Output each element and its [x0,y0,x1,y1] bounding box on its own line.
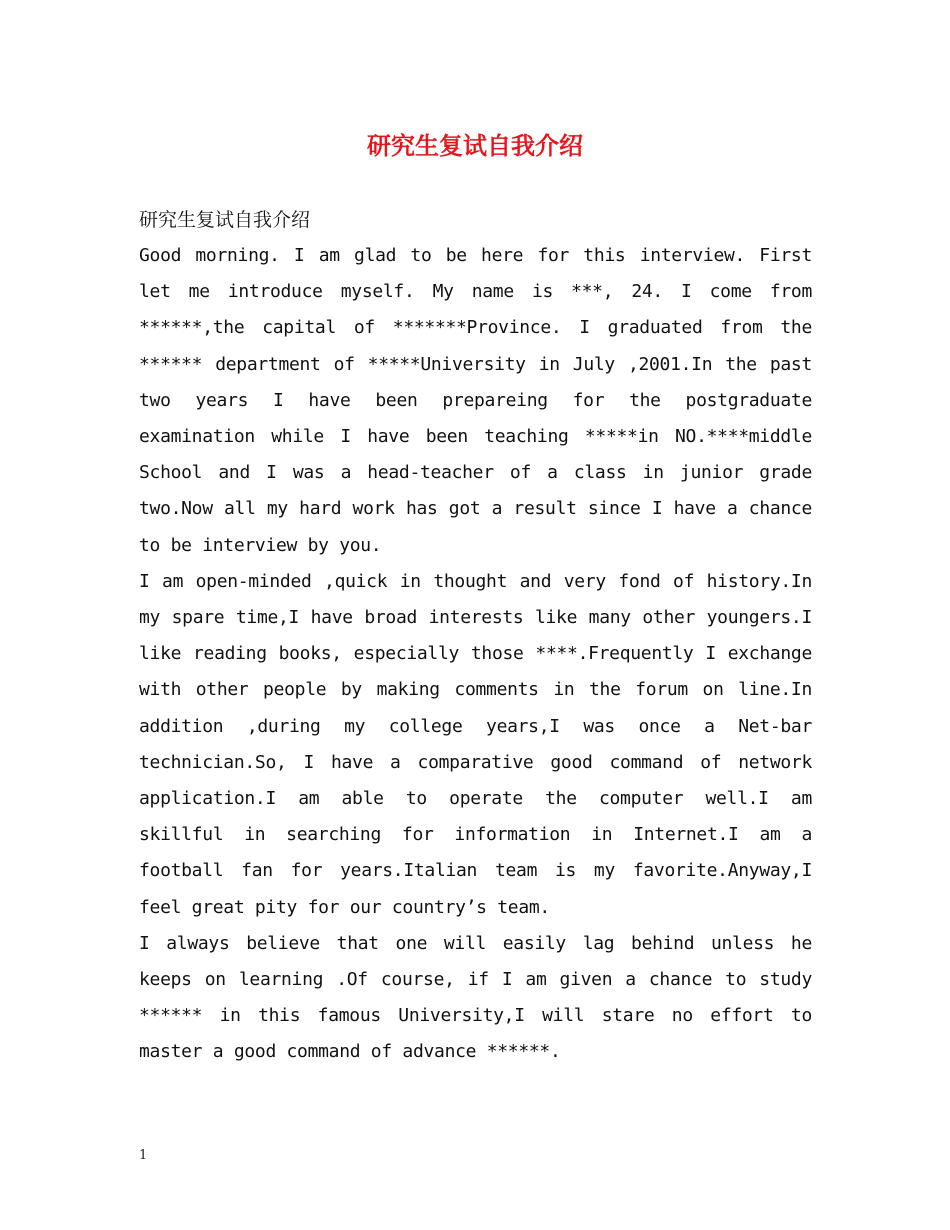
paragraph-conclusion: I always believe that one will easily lag behind unless he keeps on learning .Of course, if I am given a chance to study ****** in this famous University,I will stare no effort to master a good command of advance ******. [139,932,812,1063]
document-title: 研究生复试自我介绍 [367,131,583,160]
document-body [139,202,812,1071]
document-subtitle: 研究生复试自我介绍 [139,209,311,231]
page-number: 1 [139,1148,148,1163]
paragraph-personality: I am open-minded ,quick in thought and very fond of history.In my spare time,I have broad interests like many other youngers.I like reading books, especially those ****.Frequently I exchange with other people by making comments in the forum on line.In addition ,during my college years,I was once a Net-bar technician.So, I have a comparative good command of network application.I am able to operate the computer well.I am skillful in searching for information in Internet.I am a football fan for years.Italian team is my favorite.Anyway,I feel great pity for our country’s team. [139,570,812,918]
paragraph-introduction: Good morning. I am glad to be here for this interview. First let me introduce myself. My name is ***, 24. I come from ******,the capital of *******Province. I graduated from the ****** department of *****University in July ,2001.In the past two years I have been prepareing for the postgraduate examination while I have been teaching *****in NO.****middle School and I was a head-teacher of a class in junior grade two.Now all my hard work has got a result since I have a chance to be interview by you. [139,245,812,556]
